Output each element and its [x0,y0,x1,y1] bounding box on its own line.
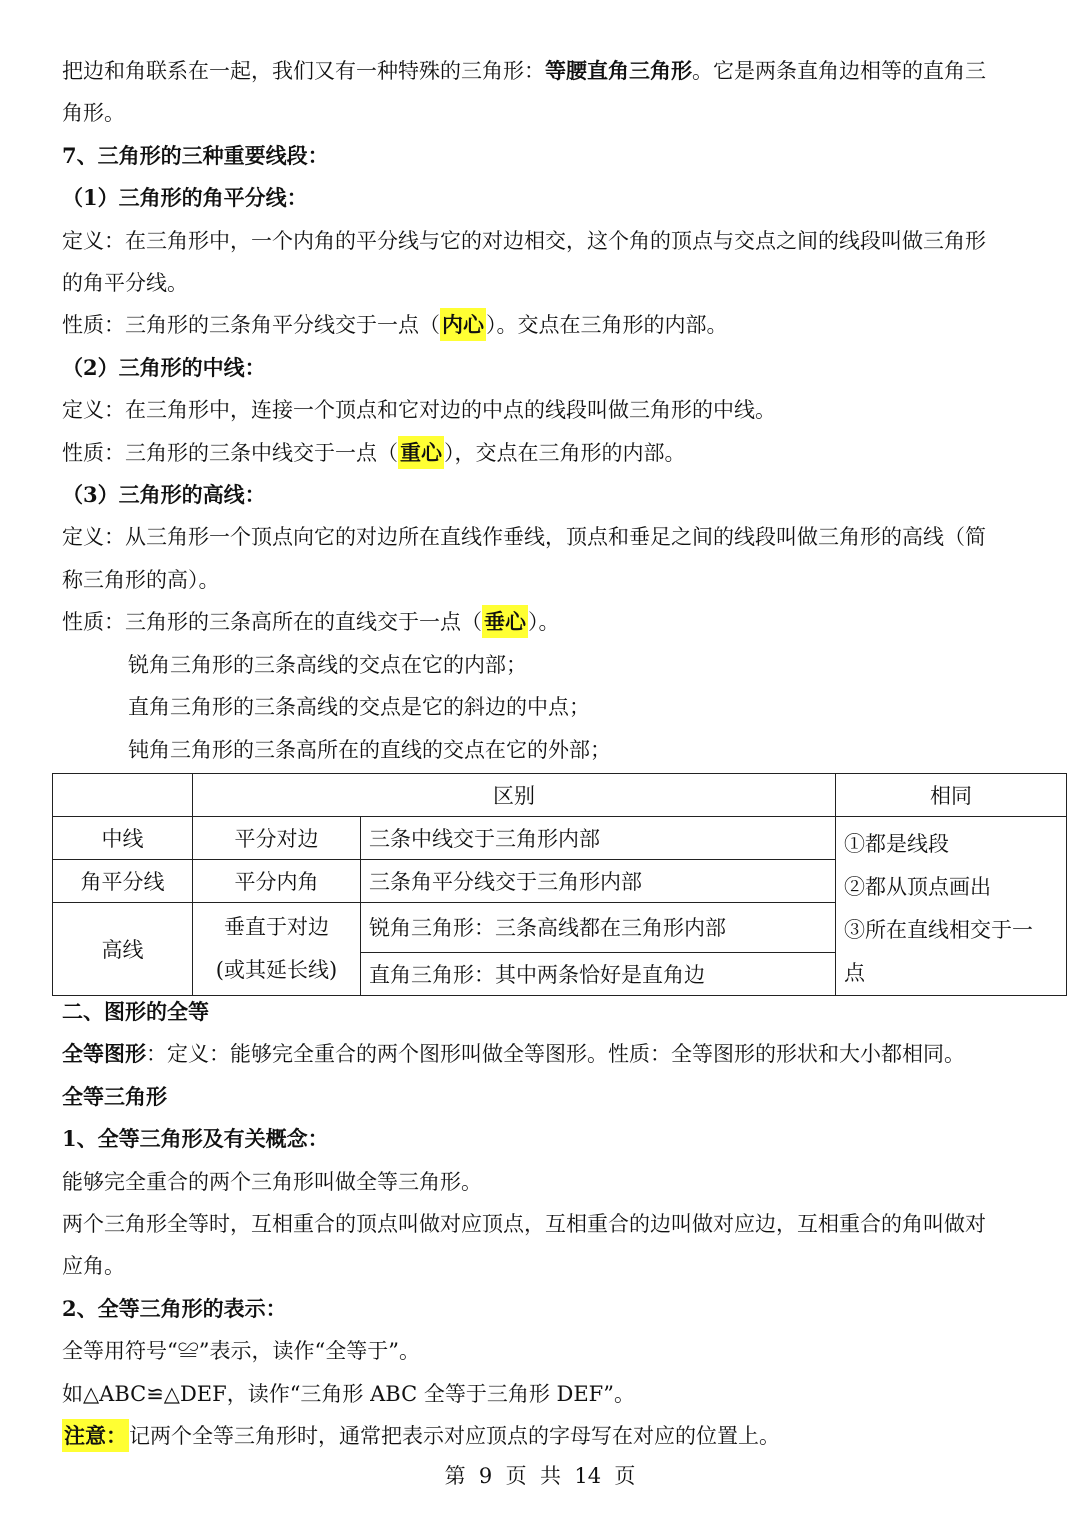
table-cell-detail: 直角三角形：其中两条恰好是直角边 [361,952,836,996]
section-7-title: 7、三角形的三种重要线段： [62,142,329,168]
table-cell-feature: 平分内角 [193,860,361,903]
intro-text-a: 把边和角联系在一起，我们又有一种特殊的三角形： [62,59,545,83]
altitude-acute: 锐角三角形的三条高线的交点在它的内部； [128,652,527,677]
centroid-highlight: 重心 [398,436,444,469]
section-2-para-2: 如△ABC≌△DEF，读作“三角形 ABC 全等于三角形 DEF”。 [62,1381,635,1406]
median-def: 定义：在三角形中，连接一个顶点和它对边的中点的线段叫做三角形的中线。 [62,398,776,423]
isosceles-right-triangle-term: 等腰直角三角形 [545,58,692,83]
table-cell-name: 中线 [53,817,193,860]
page-body [62,50,1032,771]
part-2-title: 二、图形的全等 [62,999,209,1024]
section-1-title: 1、全等三角形及有关概念： [62,1126,329,1152]
table-cell-name: 角平分线 [53,860,193,903]
congruent-figure-label: 全等图形 [62,1041,146,1067]
table-cell-feature: 平分对边 [193,817,361,860]
table-header-row [53,774,1067,817]
note-text: 记两个全等三角形时，通常把表示对应顶点的字母写在对应的位置上。 [129,1424,780,1449]
table-cell-feature [193,903,361,996]
altitude-feature-2: (或其延长线) [215,958,338,982]
orthocenter-highlight: 垂心 [482,605,528,638]
page-footer: 第 9 页 共 14 页 [444,1464,636,1488]
part-2-body [62,991,1032,1457]
note-line [62,1415,1032,1457]
table-header-empty [53,774,193,817]
bisector-prop-a: 性质：三角形的三条角平分线交于一点（ [62,313,440,338]
comparison-table [52,773,1067,996]
median-title: （2）三角形的中线： [62,354,266,380]
table-cell-detail: 三条中线交于三角形内部 [361,817,836,860]
congruent-triangle-heading: 全等三角形 [62,1083,167,1109]
table-cell-name: 高线 [53,903,193,996]
table-cell-same [836,817,1067,996]
table-cell-detail: 锐角三角形：三条高线都在三角形内部 [361,903,836,953]
altitude-prop-a: 性质：三角形的三条高所在的直线交于一点（ [62,610,482,635]
median-prop-a: 性质：三角形的三条中线交于一点（ [62,440,398,465]
same-item-3a: ③所在直线相交于一 [844,918,1033,942]
note-label-highlight: 注意： [62,1419,129,1452]
altitude-property [62,601,1032,643]
same-item-2: ②都从顶点画出 [844,875,991,899]
table-header-diff: 区别 [193,774,836,817]
median-property [62,432,1032,474]
altitude-obtuse: 钝角三角形的三条高所在的直线的交点在它的外部； [128,737,611,762]
median-prop-b: ），交点在三角形的内部。 [444,440,686,465]
intro-line-2: 角形。 [62,101,125,126]
section-2-para-1: 全等用符号“≌”表示，读作“全等于”。 [62,1339,420,1364]
altitude-prop-b: ）。 [528,610,560,635]
altitude-def-line-1: 定义：从三角形一个顶点向它的对边所在直线作垂线，顶点和垂足之间的线段叫做三角形的高线（简 [62,525,986,550]
section-1-para-1: 能够完全重合的两个三角形叫做全等三角形。 [62,1169,482,1194]
intro-line-1 [62,50,1032,92]
table-header-same: 相同 [836,774,1067,817]
section-2-title: 2、全等三角形的表示： [62,1295,287,1321]
altitude-def-line-2: 称三角形的高）。 [62,567,220,592]
bisector-def-line-2: 的角平分线。 [62,271,188,296]
bisector-property [62,304,1032,346]
altitude-title: （3）三角形的高线： [62,482,266,508]
bisector-def-line-1: 定义：在三角形中，一个内角的平分线与它的对边相交，这个角的顶点与交点之间的线段叫做三角形 [62,228,986,253]
intro-text-c: 。它是两条直角边相等的直角三 [692,59,986,83]
same-item-3b: 点 [844,961,865,985]
bisector-title: （1）三角形的角平分线： [62,185,308,211]
altitude-feature-1: 垂直于对边 [224,915,329,939]
section-1-para-2a: 两个三角形全等时，互相重合的顶点叫做对应顶点，互相重合的边叫做对应边，互相重合的角叫做对 [62,1212,986,1237]
section-1-para-2b: 应角。 [62,1254,125,1279]
congruent-figure-text: ：定义：能够完全重合的两个图形叫做全等图形。性质：全等图形的形状和大小都相同。 [146,1042,965,1067]
congruent-figure-line [62,1033,1032,1075]
same-item-1: ①都是线段 [844,832,949,856]
table-row [53,817,1067,860]
altitude-right: 直角三角形的三条高线的交点是它的斜边的中点； [128,695,590,720]
table-cell-detail: 三条角平分线交于三角形内部 [361,860,836,903]
bisector-prop-b: ）。交点在三角形的内部。 [486,313,728,338]
incenter-highlight: 内心 [440,308,486,341]
